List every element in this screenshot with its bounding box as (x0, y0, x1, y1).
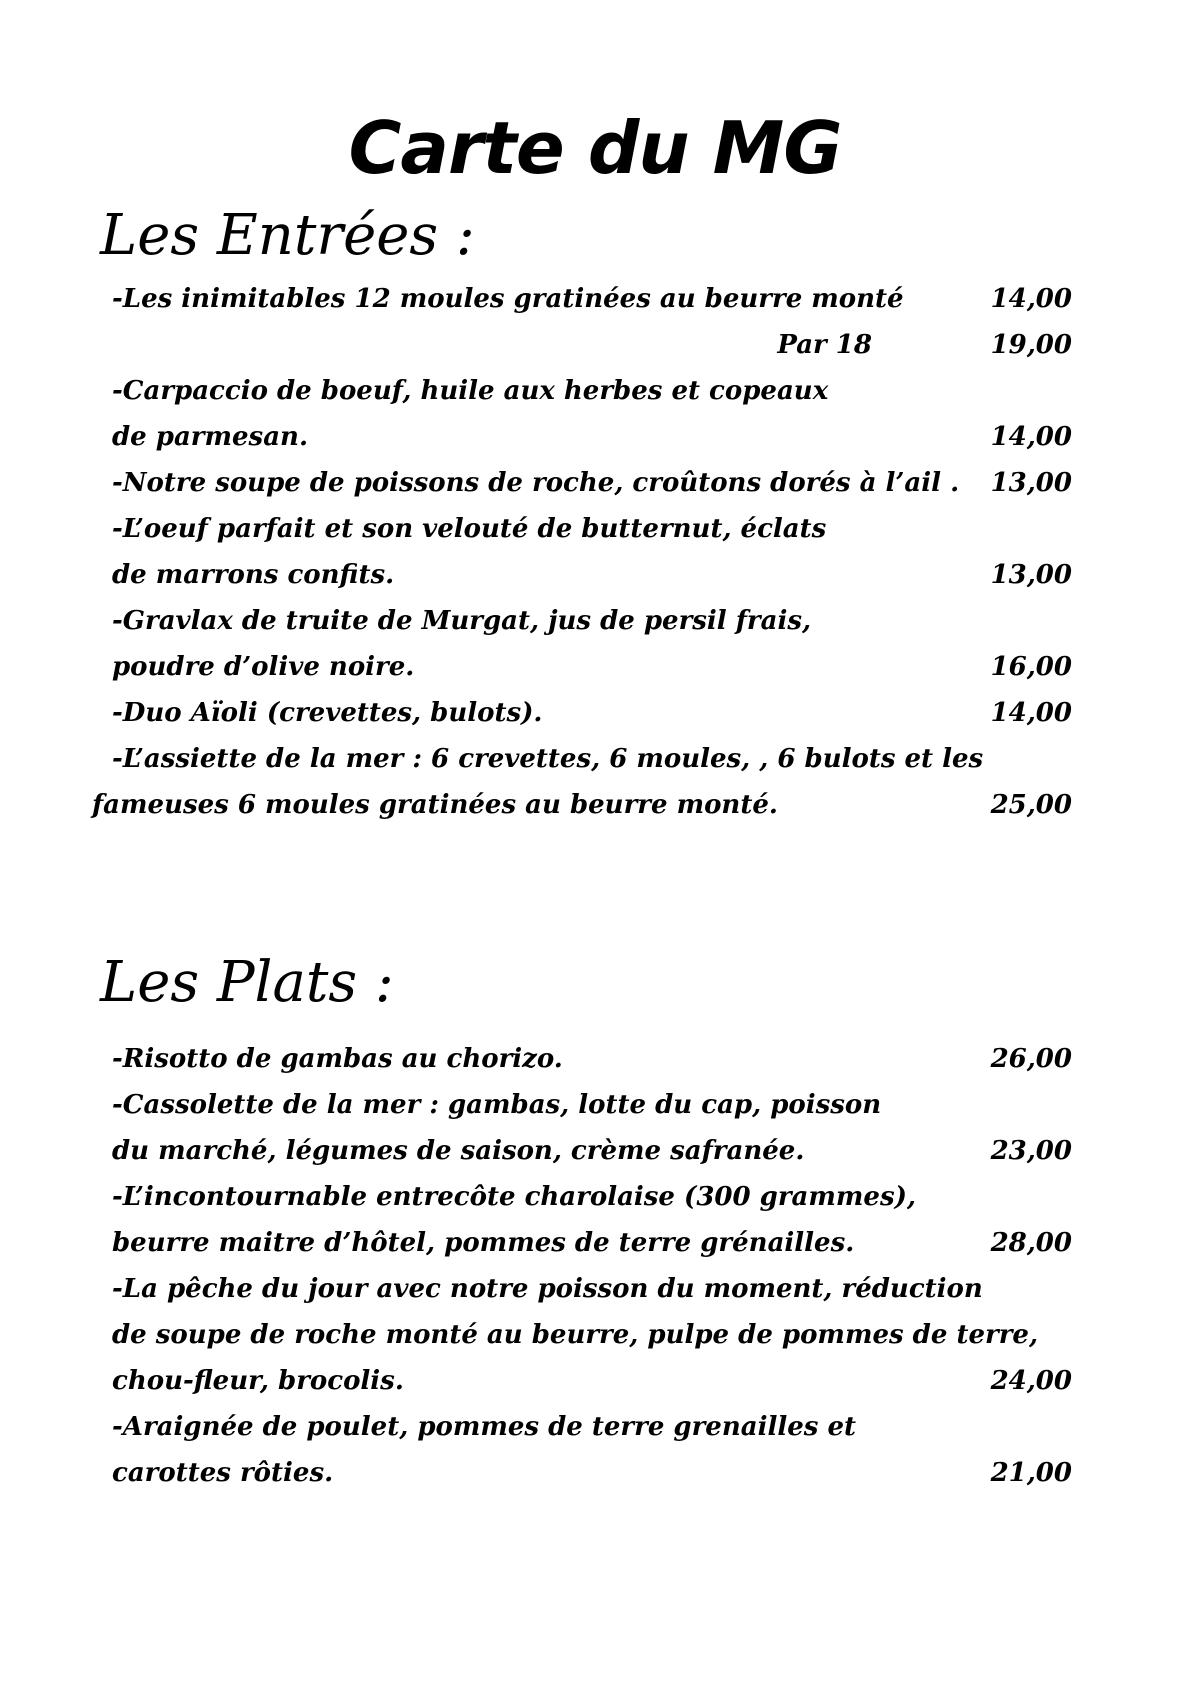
plats-heading: Les Plats : (100, 950, 394, 1015)
item-text: chou-fleur, brocolis. (112, 1366, 404, 1396)
plat-line (112, 1220, 1072, 1266)
plat-line (112, 1266, 1072, 1312)
entree-line (112, 460, 1072, 506)
item-text: du marché, légumes de saison, crème safranée. (112, 1136, 805, 1166)
plat-line (112, 1174, 1072, 1220)
item-price: 13,00 (990, 560, 1072, 590)
item-text: -Notre soupe de poissons de roche, croûtons dorés à l’ail . (112, 468, 960, 498)
item-text: poudre d’olive noire. (112, 652, 415, 682)
menu-title: Carte du MG (348, 106, 842, 190)
item-price: 28,00 (990, 1228, 1072, 1258)
entree-line (112, 690, 1072, 736)
item-price: 16,00 (990, 652, 1072, 682)
item-text: -Risotto de gambas au chorizo. (112, 1044, 563, 1074)
entree-line (112, 644, 1072, 690)
plat-line (112, 1358, 1072, 1404)
item-text: -Cassolette de la mer : gambas, lotte du cap, poisson (112, 1090, 882, 1120)
plat-line (112, 1450, 1072, 1496)
entree-line (112, 598, 1072, 644)
entrees-heading: Les Entrées : (100, 203, 475, 268)
item-text: -Carpaccio de boeuf, huile aux herbes et copeaux (112, 376, 829, 406)
plat-line (112, 1082, 1072, 1128)
item-price: 21,00 (990, 1458, 1072, 1488)
item-text: -L’incontournable entrecôte charolaise (300 grammes), (112, 1182, 916, 1212)
item-price: 25,00 (990, 790, 1072, 820)
item-price: 14,00 (990, 698, 1072, 728)
item-price: 23,00 (990, 1136, 1072, 1166)
item-text: carottes rôties. (112, 1458, 334, 1488)
plat-line (112, 1312, 1072, 1358)
item-text: de marrons confits. (112, 560, 395, 590)
item-text: fameuses 6 moules gratinées au beurre monté. (92, 790, 778, 820)
item-text: -Les inimitables 12 moules gratinées au beurre monté (112, 284, 904, 314)
entree-line (112, 414, 1072, 460)
entree-line (92, 782, 1072, 828)
item-price: 19,00 (990, 330, 1072, 360)
entree-line (112, 736, 1072, 782)
item-price: 14,00 (990, 284, 1072, 314)
item-text: -Gravlax de truite de Murgat, jus de persil frais, (112, 606, 812, 636)
entree-line (112, 552, 1072, 598)
item-text: beurre maitre d’hôtel, pommes de terre grénailles. (112, 1228, 855, 1258)
item-price: 26,00 (990, 1044, 1072, 1074)
item-text: de soupe de roche monté au beurre, pulpe de pommes de terre, (112, 1320, 1038, 1350)
entree-line (112, 368, 1072, 414)
item-text: de parmesan. (112, 422, 308, 452)
item-variant: Par 18 (777, 330, 872, 360)
item-text: -Araignée de poulet, pommes de terre grenailles et (112, 1412, 857, 1442)
entree-line (112, 506, 1072, 552)
entree-line (112, 276, 1072, 322)
item-text: -Duo Aïoli (crevettes, bulots). (112, 698, 543, 728)
plat-line (112, 1404, 1072, 1450)
item-text: -L’assiette de la mer : 6 crevettes, 6 moules, , 6 bulots et les (112, 744, 984, 774)
item-price: 14,00 (990, 422, 1072, 452)
item-price: 24,00 (990, 1366, 1072, 1396)
item-price: 13,00 (990, 468, 1072, 498)
item-text: -La pêche du jour avec notre poisson du moment, réduction (112, 1274, 983, 1304)
item-text: -L’oeuf parfait et son velouté de butternut, éclats (112, 514, 827, 544)
entree-line (112, 322, 1072, 368)
plat-line (112, 1128, 1072, 1174)
plat-line (112, 1036, 1072, 1082)
